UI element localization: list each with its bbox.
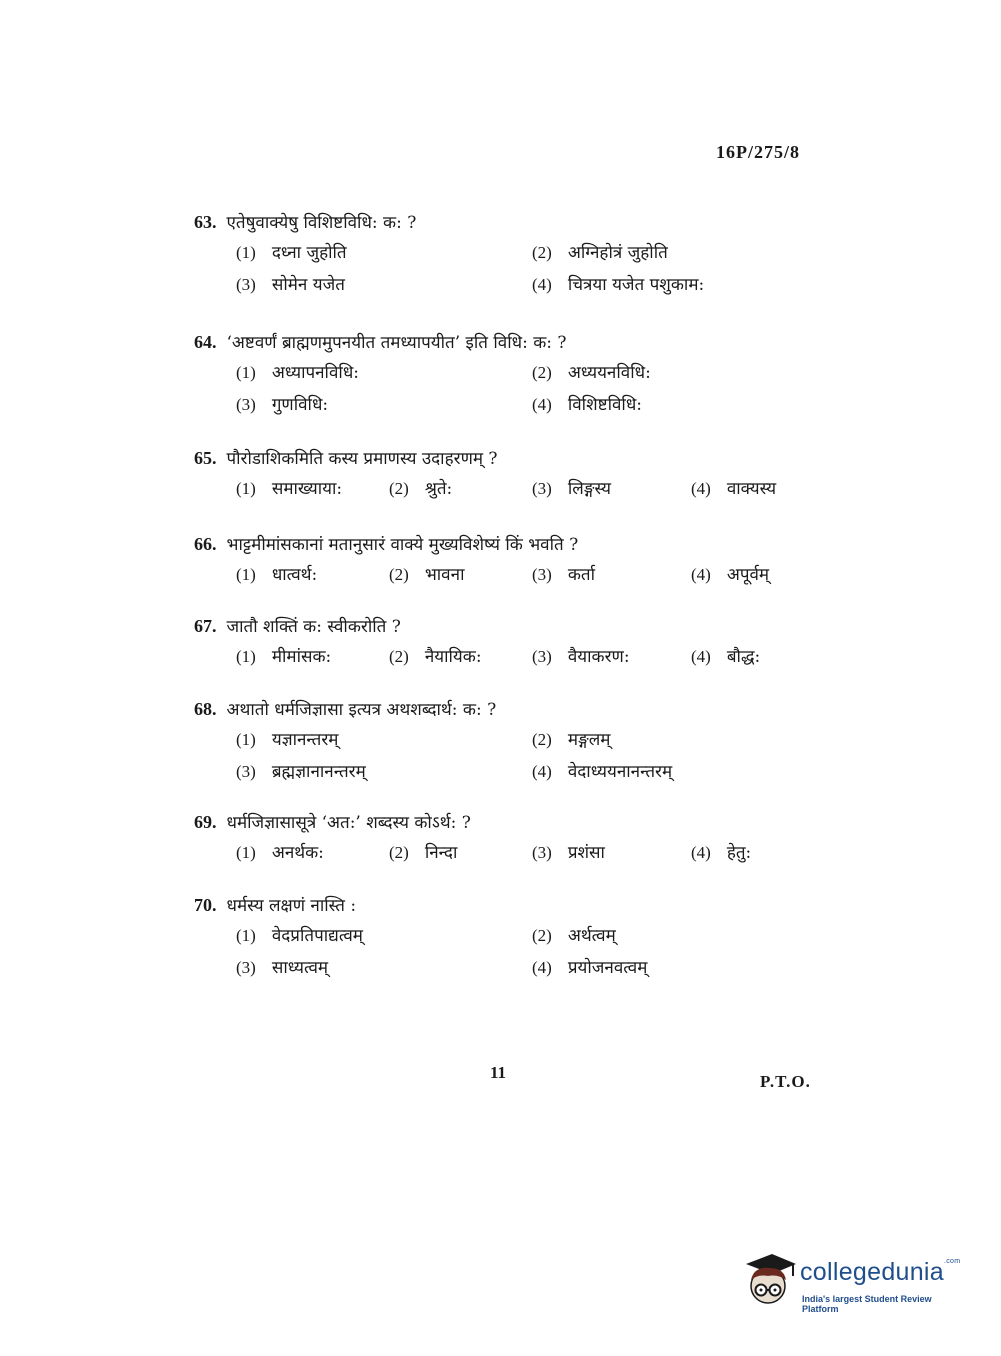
option-3: (3) ब्रह्मज्ञानानन्तरम् [236, 762, 366, 782]
question-68 [194, 697, 834, 791]
option-3: (3) वैयाकरण: [532, 647, 630, 667]
option-2: (2) अग्निहोत्रं जुहोति [532, 243, 668, 263]
question-text: भाट्टमीमांसकानां मतानुसारं वाक्ये मुख्यविशेष्यं किं भवति ? [226, 535, 579, 555]
collegedunia-logo[interactable] [740, 1250, 970, 1320]
option-4: (4) चित्रया यजेत पशुकाम: [532, 275, 705, 295]
option-4: (4) अपूर्वम् [691, 565, 770, 585]
option-4: (4) विशिष्टविधि: [532, 395, 643, 415]
option-2: (2) नैयायिक: [389, 647, 482, 667]
option-2: (2) अध्ययनविधि: [532, 363, 651, 383]
option-3: (3) प्रशंसा [532, 843, 605, 863]
option-3: (3) साध्यत्वम् [236, 958, 329, 978]
logo-tagline: India's largest Student Review Platform [802, 1294, 932, 1314]
question-number: 68. [194, 699, 217, 719]
option-4: (4) वेदाध्ययनानन्तरम् [532, 762, 673, 782]
question-number: 64. [194, 332, 217, 352]
question-text: जातौ शक्तिं क: स्वीकरोति ? [226, 617, 401, 637]
question-66 [194, 532, 834, 594]
pto-label: P.T.O. [760, 1072, 811, 1091]
mascot-icon [740, 1250, 798, 1312]
option-1: (1) यज्ञानन्तरम् [236, 730, 339, 750]
option-2: (2) श्रुते: [389, 479, 453, 499]
option-2: (2) भावना [389, 565, 465, 585]
question-69 [194, 810, 834, 872]
option-3: (3) गुणविधि: [236, 395, 329, 415]
question-64 [194, 330, 834, 424]
option-1: (1) अनर्थक: [236, 843, 324, 863]
option-4: (4) प्रयोजनवत्वम् [532, 958, 648, 978]
question-number: 65. [194, 448, 217, 468]
question-number: 69. [194, 812, 217, 832]
question-text: एतेषुवाक्येषु विशिष्टविधि: क: ? [226, 213, 417, 233]
question-70 [194, 893, 834, 987]
question-text: धर्मजिज्ञासासूत्रे ‘अत:’ शब्दस्य कोऽर्थ: ? [226, 813, 471, 833]
option-3: (3) सोमेन यजेत [236, 275, 345, 295]
logo-wordmark: collegedunia$^{.com}$ [800, 1258, 961, 1286]
option-4: (4) बौद्ध: [691, 647, 761, 667]
option-1: (1) धात्वर्थ: [236, 565, 318, 585]
option-1: (1) दध्ना जुहोति [236, 243, 347, 263]
option-3: (3) कर्ता [532, 565, 595, 585]
option-1: (1) वेदप्रतिपाद्यत्वम् [236, 926, 363, 946]
question-number: 66. [194, 534, 217, 554]
question-65 [194, 446, 834, 508]
question-number: 70. [194, 895, 217, 915]
option-2: (2) मङ्गलम् [532, 730, 611, 750]
question-text: धर्मस्य लक्षणं नास्ति : [226, 896, 357, 916]
option-1: (1) समाख्याया: [236, 479, 343, 499]
option-3: (3) लिङ्गस्य [532, 479, 611, 499]
question-63 [194, 210, 834, 304]
question-number: 67. [194, 616, 217, 636]
question-67 [194, 614, 834, 676]
question-text: अथातो धर्मजिज्ञासा इत्यत्र अथशब्दार्थ: क: ? [226, 700, 497, 720]
option-2: (2) अर्थत्वम् [532, 926, 616, 946]
paper-code: 16P/275/8 [716, 142, 800, 162]
option-1: (1) अध्यापनविधि: [236, 363, 360, 383]
option-4: (4) हेतु: [691, 843, 752, 863]
option-4: (4) वाक्यस्य [691, 479, 777, 499]
page-number: 11 [490, 1063, 507, 1082]
question-text: पौरोडाशिकमिति कस्य प्रमाणस्य उदाहरणम् ? [226, 449, 498, 469]
question-number: 63. [194, 212, 217, 232]
option-1: (1) मीमांसक: [236, 647, 332, 667]
question-text: ‘अष्टवर्णं ब्राह्मणमुपनयीत तमध्यापयीत’ इति विधि: क: ? [226, 333, 567, 353]
option-2: (2) निन्दा [389, 843, 458, 863]
